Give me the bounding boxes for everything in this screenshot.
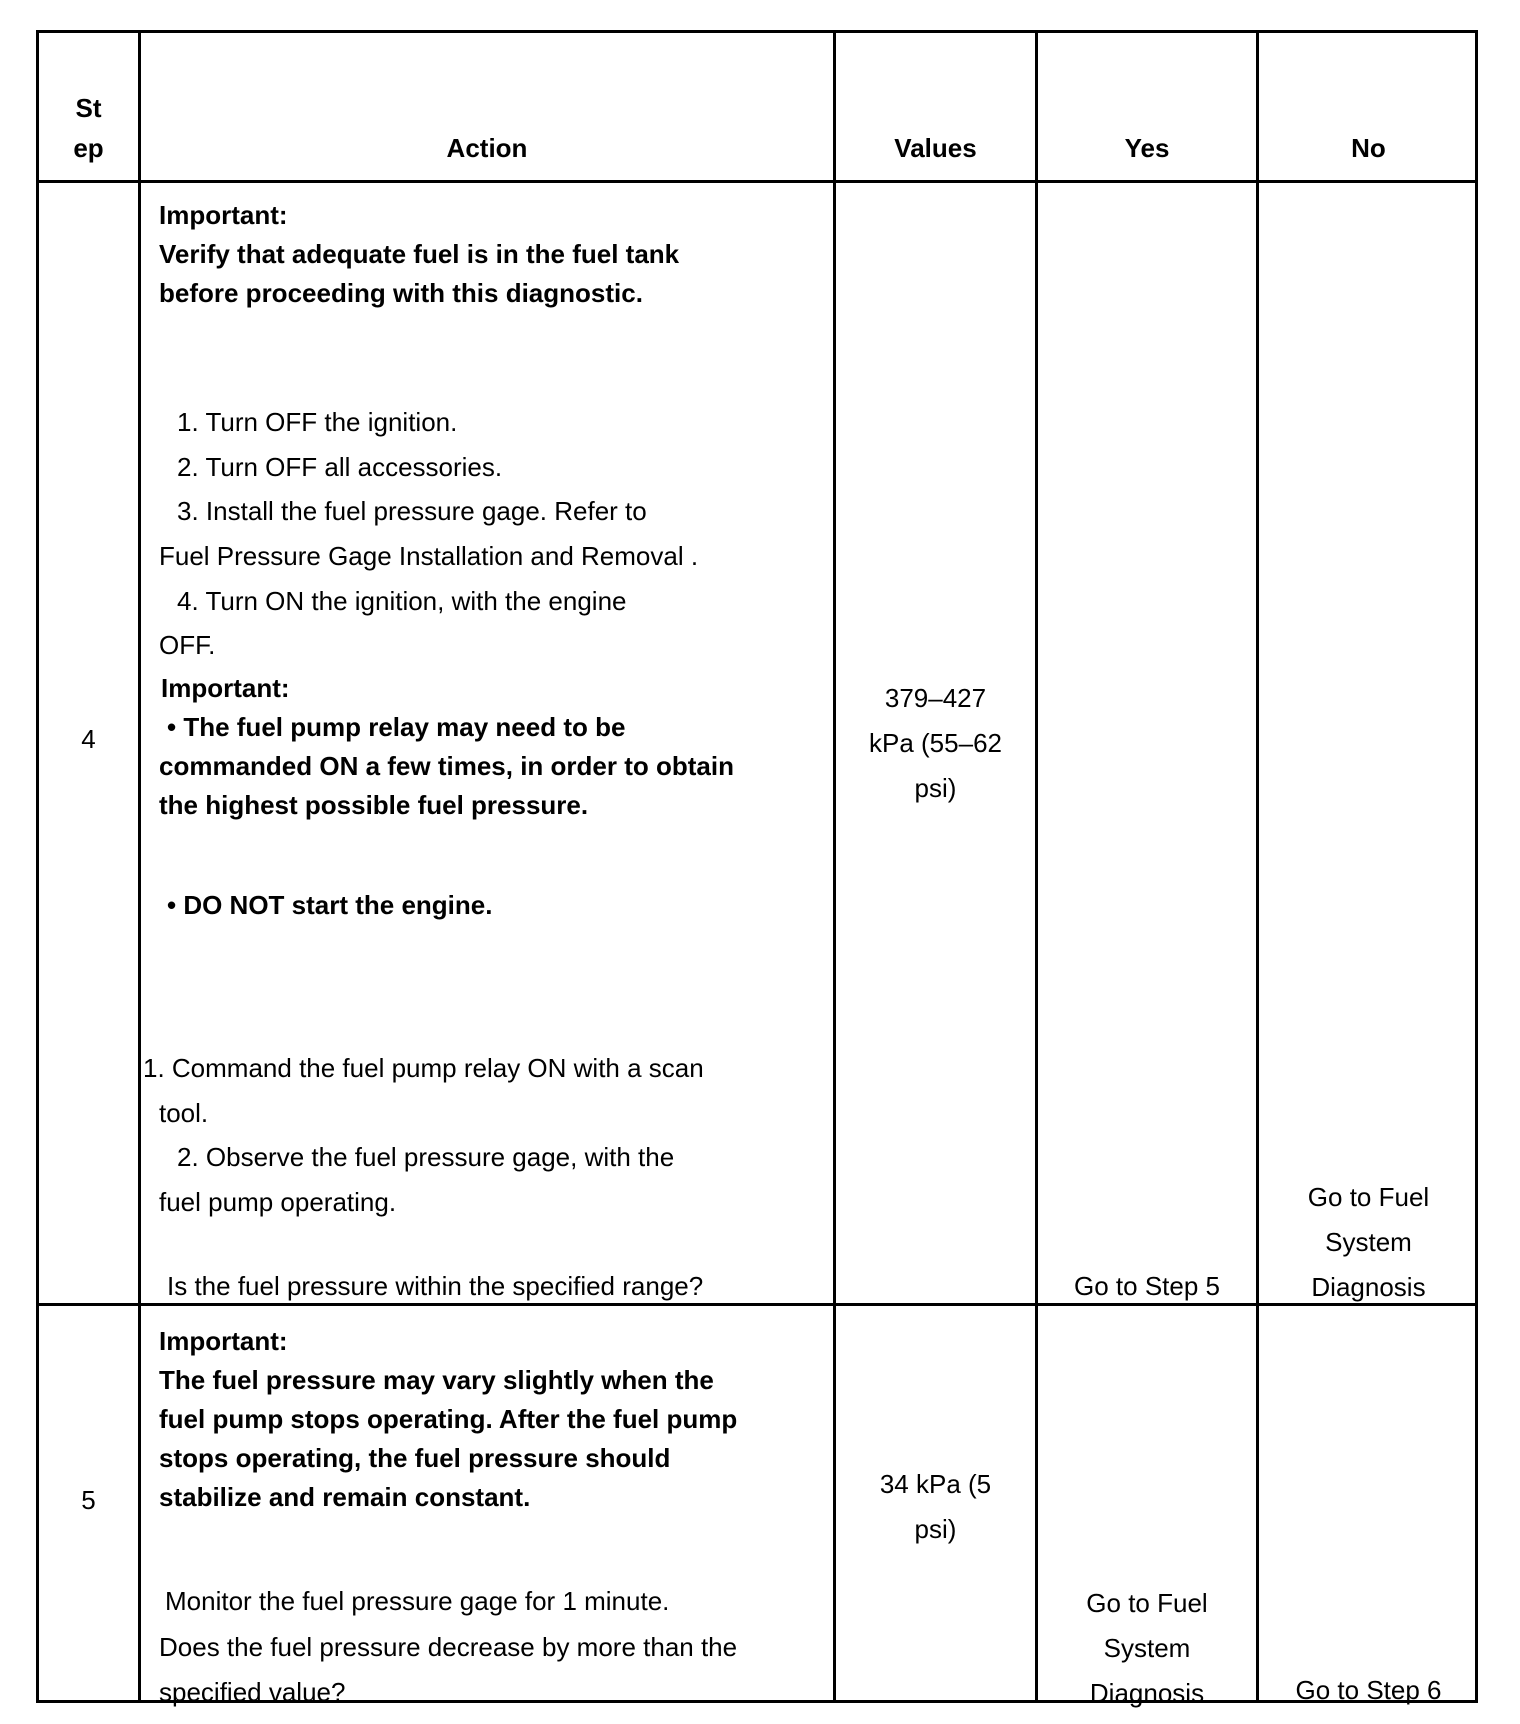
action-step: 4. Turn ON the ignition, with the engine [177, 586, 627, 616]
column-divider [1256, 33, 1259, 1700]
action-step-continued: Fuel Pressure Gage Installation and Removal . [159, 541, 699, 571]
step-number: 5 [81, 1485, 96, 1515]
diagnostic-table [36, 30, 1478, 1708]
header-step [39, 88, 138, 168]
important-line: The fuel pressure may vary slightly when the [159, 1365, 714, 1395]
important-text [159, 235, 679, 313]
question-line: Does the fuel pressure decrease by more than the [159, 1632, 738, 1662]
bullet-line: commanded ON a few times, in order to obtain [159, 751, 734, 781]
bullet-line: • The fuel pump relay may need to be [167, 712, 626, 742]
action-step-continued: OFF. [159, 630, 216, 660]
value-line: psi) [914, 1514, 957, 1544]
bullet-line: the highest possible fuel pressure. [159, 790, 589, 820]
value-line: kPa (55–62 [869, 728, 1002, 758]
value-line: psi) [914, 773, 957, 803]
yes-line: Diagnosis [1089, 1678, 1205, 1708]
question-line: specified value? [159, 1677, 346, 1707]
important-line: Verify that adequate fuel is in the fuel tank [159, 239, 680, 269]
header-divider [39, 180, 1475, 183]
values-cell [836, 1462, 1035, 1552]
action-step: 3. Install the fuel pressure gage. Refer to [177, 496, 647, 526]
yes-cell: Go to Step 5 [1074, 1271, 1220, 1301]
values-cell [836, 676, 1035, 811]
header-no: No [1351, 133, 1386, 163]
column-divider [833, 33, 836, 1700]
important-line: before proceeding with this diagnostic. [159, 278, 643, 308]
action-question: Is the fuel pressure within the specified range? [167, 1271, 704, 1301]
action-step: 2. Turn OFF all accessories. [177, 452, 503, 482]
header-yes: Yes [1124, 133, 1170, 163]
header-step-line: St [75, 93, 102, 123]
header-step-line: ep [73, 133, 104, 163]
important-bullet [159, 708, 734, 825]
step-number: 4 [81, 724, 96, 754]
action-step: Monitor the fuel pressure gage for 1 minute. [165, 1586, 670, 1616]
no-line: Diagnosis [1311, 1272, 1426, 1302]
action-step: 1. Command the fuel pump relay ON with a scan [143, 1053, 704, 1083]
value-line: 379–427 [884, 683, 987, 713]
header-action: Action [446, 133, 528, 163]
important-label: Important: [161, 673, 290, 703]
header-values: Values [894, 133, 977, 163]
action-question [159, 1625, 737, 1715]
important-line: stabilize and remain constant. [159, 1482, 531, 1512]
action-step: 2. Observe the fuel pressure gage, with the [177, 1142, 675, 1172]
action-step-continued: tool. [159, 1098, 209, 1128]
action-step: 1. Turn OFF the ignition. [177, 407, 458, 437]
yes-cell [1038, 1581, 1256, 1716]
column-divider [138, 33, 141, 1700]
important-bullet: • DO NOT start the engine. [167, 890, 493, 920]
yes-line: Go to Fuel [1086, 1588, 1208, 1618]
action-step-continued: fuel pump operating. [159, 1187, 397, 1217]
no-line: Go to Fuel [1307, 1182, 1430, 1212]
yes-line: System [1103, 1633, 1191, 1663]
important-text [159, 1361, 737, 1517]
no-cell: Go to Step 6 [1295, 1675, 1442, 1705]
column-divider [1035, 33, 1038, 1700]
important-label: Important: [159, 200, 288, 230]
important-label: Important: [159, 1326, 288, 1356]
value-line: 34 kPa (5 [879, 1469, 992, 1499]
no-line: System [1325, 1227, 1412, 1257]
important-line: stops operating, the fuel pressure should [159, 1443, 671, 1473]
important-line: fuel pump stops operating. After the fuel pump [159, 1404, 738, 1434]
no-cell [1259, 1175, 1478, 1310]
